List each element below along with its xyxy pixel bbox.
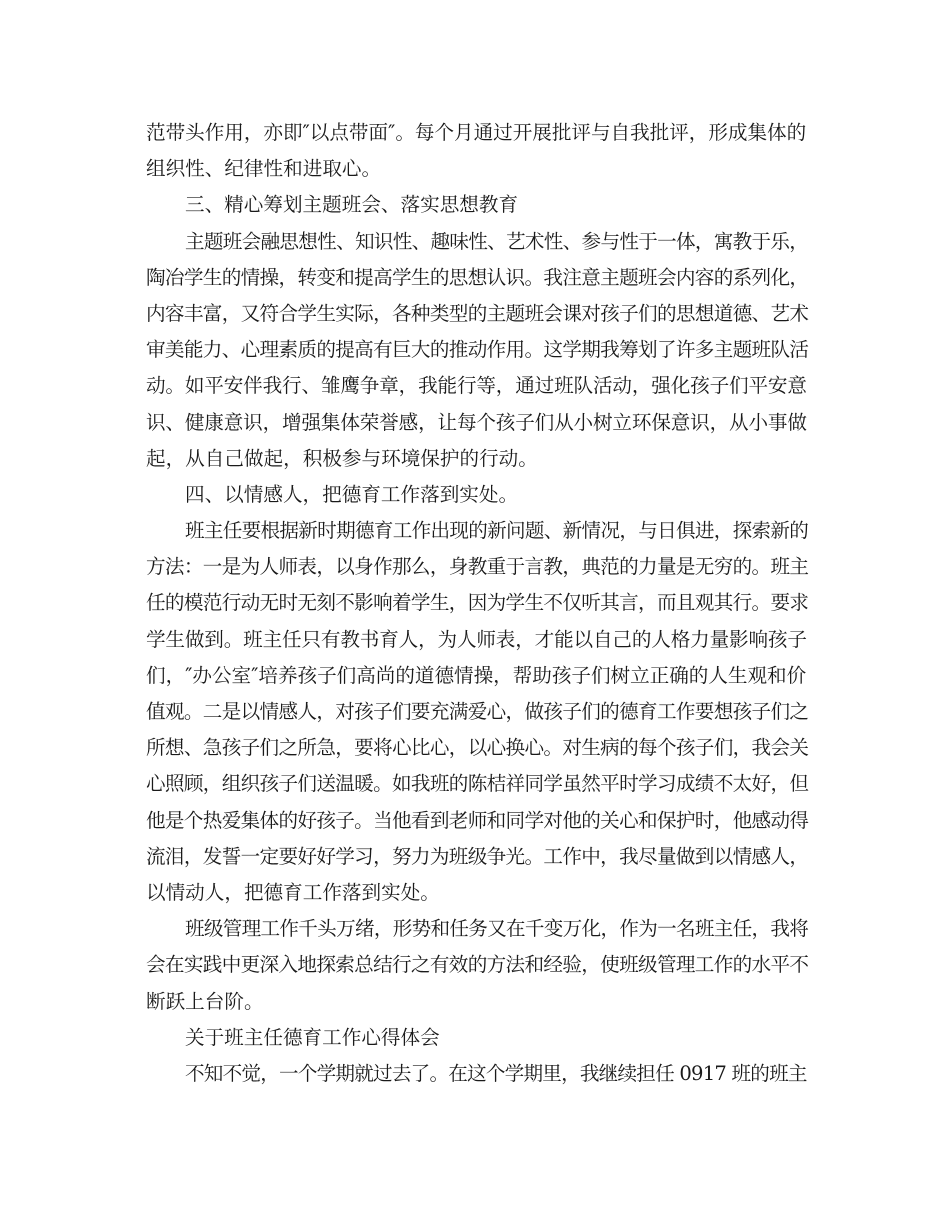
text-line: 会在实践中更深入地探索总结行之有效的方法和经验，使班级管理工作的水平不	[146, 953, 809, 977]
text-line: 以情动人，把德育工作落到实处。	[146, 880, 440, 904]
text-line: 起，从自己做起，积极参与环境保护的行动。	[146, 446, 538, 470]
text-line: 值观。二是以情感人，对孩子们要充满爱心，做孩子们的德育工作要想孩子们之	[146, 700, 809, 723]
text-line: 断跃上台阶。	[146, 989, 264, 1013]
text-line: 方法：一是为人师表，以身作那么，身教重于言教，典范的力量是无穷的。班主	[146, 555, 809, 579]
text-line: 任的模范行动无时无刻不影响着学生，因为学生不仅听其言，而且观其行。要求	[146, 591, 809, 615]
text-line: 识、健康意识，增强集体荣誉感，让每个孩子们从小树立环保意识，从小事做	[146, 410, 807, 434]
text-line: 们，″办公室″培养孩子们高尚的道德情操，帮助孩子们树立正确的人生观和价	[146, 663, 807, 687]
text-line: 主题班会融思想性、知识性、趣味性、艺术性、参与性于一体，寓教于乐，	[185, 229, 809, 253]
text-line: 审美能力、心理素质的提高有巨大的推动作用。这学期我筹划了许多主题班队活	[146, 338, 809, 362]
text-line: 学生做到。班主任只有教书育人，为人师表，才能以自己的人格力量影响孩子	[146, 627, 807, 651]
document-body	[146, 115, 809, 1092]
text-line: 三、精心筹划主题班会、落实思想教育	[185, 193, 519, 217]
text-line: 他是个热爱集体的好孩子。当他看到老师和同学对他的关心和保护时，他感动得	[146, 808, 809, 832]
text-line: 心照顾，组织孩子们送温暖。如我班的陈桔祥同学虽然平时学习成绩不太好，但	[146, 772, 809, 796]
text-line: 动。如平安伴我行、雏鹰争章，我能行等，通过班队活动，强化孩子们平安意	[146, 374, 807, 398]
text-line: 所想、急孩子们之所急，要将心比心，以心换心。对生病的每个孩子们，我会关	[146, 736, 809, 760]
text-line: 不知不觉，一个学期就过去了。在这个学期里，我继续担任 0917 班的班主	[185, 1061, 807, 1085]
text-line: 范带头作用，亦即″以点带面″。每个月通过开展批评与自我批评，形成集体的	[146, 121, 807, 144]
text-line: 组织性、纪律性和进取心。	[146, 157, 382, 181]
text-line: 四、以情感人，把德育工作落到实处。	[185, 482, 519, 506]
text-line: 班主任要根据新时期德育工作出现的新问题、新情况，与日俱进，探索新的	[185, 519, 809, 543]
text-line: 流泪，发誓一定要好好学习，努力为班级争光。工作中，我尽量做到以情感人，	[146, 844, 809, 868]
text-line: 班级管理工作千头万绪，形势和任务又在千变万化，作为一名班主任，我将	[185, 917, 809, 941]
text-line: 内容丰富，又符合学生实际，各种类型的主题班会课对孩子们的思想道德、艺术	[146, 301, 809, 325]
text-line: 关于班主任德育工作心得体会	[185, 1025, 440, 1049]
text-line: 陶冶学生的情操，转变和提高学生的思想认识。我注意主题班会内容的系列化，	[146, 265, 809, 289]
